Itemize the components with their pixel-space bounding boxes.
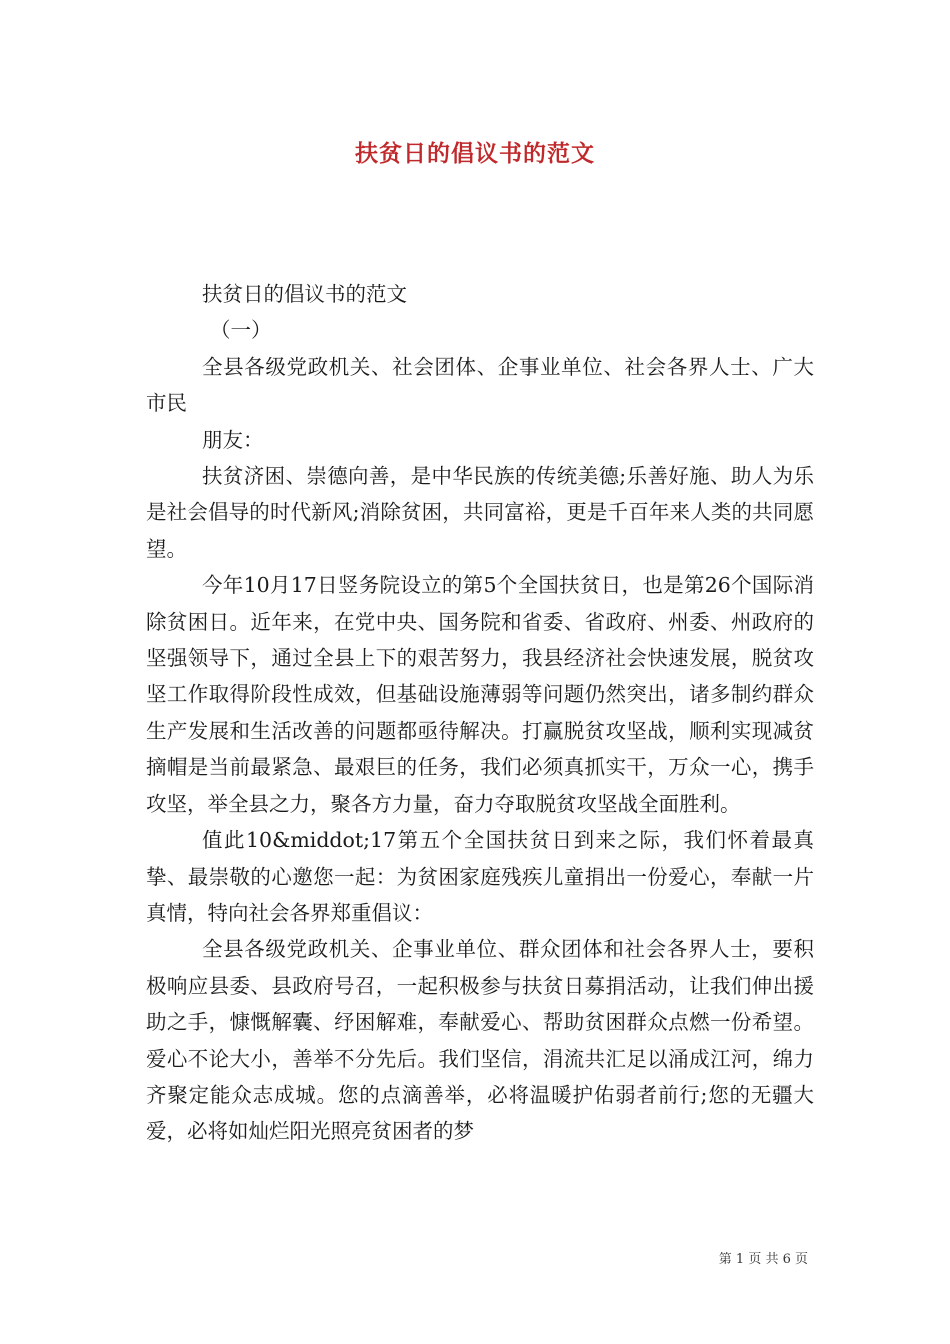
paragraph-intro: 扶贫济困、崇德向善，是中华民族的传统美德;乐善好施、助人为乐是社会倡导的时代新风;消除贫困，共同富裕，更是千百年来人类的共同愿望。 xyxy=(146,464,814,561)
paragraph-heading: 扶贫日的倡议书的范文 xyxy=(202,282,407,306)
paragraph-occasion: 值此10&middot;17第五个全国扶贫日到来之际，我们怀着最真挚、最崇敬的心邀您一起：为贫困家庭残疾儿童捐出一份爱心，奉献一片真情，特向社会各界郑重倡议： xyxy=(146,828,814,925)
paragraph-salutation: 朋友： xyxy=(202,427,264,452)
paragraph-section-number: （一） xyxy=(210,318,272,343)
paragraph-background: 今年10月17日竖务院设立的第5个全国扶贫日，也是第26个国际消除贫困日。近年来，在党中央、国务院和省委、省政府、州委、州政府的坚强领导下，通过全县上下的艰苦努力，我县经济社会快速发展，脱贫攻坚工作取得阶段性成效，但基础设施薄弱等问题仍然突出，诸多制约群众生产发展和生活改善的问题都亟待解决。打赢脱贫攻坚战，顺利实现减贫摘帽是当前最紧急、最艰巨的任务，我们必须真抓实干，万众一心，携手攻坚，举全县之力，聚各方力量，奋力夺取脱贫攻坚战全面胜利。 xyxy=(146,573,814,816)
document-body xyxy=(146,276,814,1150)
page-number: 第 1 页 共 6 页 xyxy=(718,1252,808,1267)
paragraph-addressee: 全县各级党政机关、社会团体、企事业单位、社会各界人士、广大市民 xyxy=(146,354,814,416)
paragraph-proposal: 全县各级党政机关、企事业单位、群众团体和社会各界人士，要积极响应县委、县政府号召，一起积极参与扶贫日募捐活动，让我们伸出援助之手，慷慨解囊、纾困解难，奉献爱心、帮助贫困群众点燃一份希望。爱心不论大小，善举不分先后。我们坚信，涓流共汇足以涌成江河，绵力齐聚定能众志成城。您的点滴善举，必将温暖护佑弱者前行;您的无疆大爱，必将如灿烂阳光照亮贫困者的梦 xyxy=(146,937,814,1144)
document-title: 扶贫日的倡议书的范文 xyxy=(355,140,595,167)
